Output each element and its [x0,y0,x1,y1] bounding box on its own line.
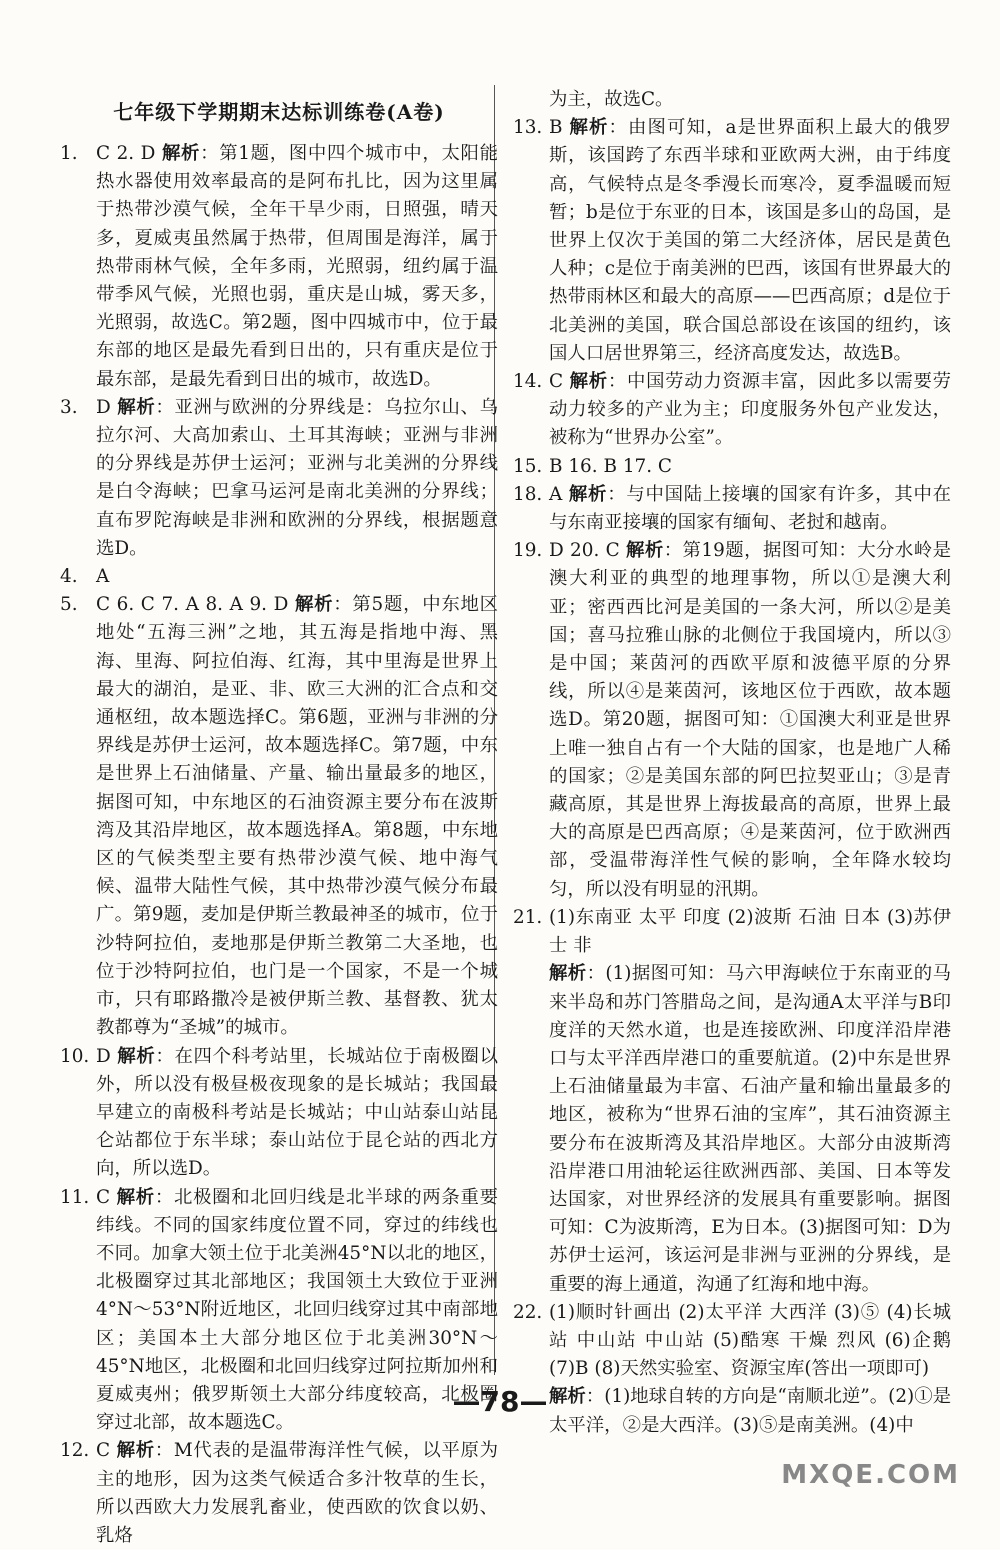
answer-body [96,394,498,563]
answer-entry-22: 22. (1)顺时针画出 (2)太平洋 大西洋 (3)⑤ (4)长城站 中山站 中山站 (5)酷寒 干燥 烈风 (6)企鹅 (7)B (8)天然实验室、资源宝库(答出一项即可) [513,1301,951,1380]
analysis-label: 解析 [294,594,334,616]
watermark: MXQE.COM [781,1460,960,1490]
answer-choice: C 2. D [96,143,162,164]
answer-body [549,481,951,537]
question-number: 13. [513,117,543,139]
analysis-label: 解析 [116,1440,155,1462]
answer-choice: C [549,371,570,393]
analysis-label: 解析 [625,540,664,562]
answer-body [549,537,951,904]
answer-body [96,1437,498,1550]
answer-body [96,1043,498,1184]
answer-choice: C [96,1186,117,1208]
answer-entry [60,1043,498,1184]
analysis-text: ：亚洲与欧洲的分界线是：乌拉尔山、乌拉尔河、大高加索山、土耳其海峡；亚洲与非洲的分界线是苏伊士运河；亚洲与北美洲的分界线是白令海峡；巴拿马运河是南北美洲的分界线；直布罗陀海峡是非洲和欧洲的分界线，根据题意选D。 [96,396,498,559]
answer-entry [513,368,951,453]
analysis-text: ：第19题，据图可知：大分水岭是澳大利亚的典型的地理事物，所以①是澳大利亚；密西西比河是美国的一条大河，所以②是美国；喜马拉雅山脉的北侧位于我国境内，所以③是中国；莱茵河的西欧平原和波德平原的分界线，所以④是莱茵河，该地区位于西欧，故本题选D。第20题，据图可知：①国澳大利亚是世界上唯一独自占有一个大陆的国家，也是地广人稀的国家；②是美国东部的阿巴拉契亚山；③是青藏高原，其是世界上海拔最高的高原，世界上最大的高原是巴西高原；④是莱茵河，位于欧洲西部，受温带海洋性气候的影响，全年降水较均匀，所以没有明显的汛期。 [549,540,951,900]
analysis-text: ：第5题，中东地区地处“五海三洲”之地，其五海是指地中海、黑海、里海、阿拉伯海、红海，其中里海是世界上最大的湖泊，是亚、非、欧三大洲的汇合点和交通枢纽，故本题选择C。第6题，亚洲与非洲的分界线是苏伊士运河，故本题选择C。第7题，中东是世界上石油储量、产量、输出量最多的地区，据图可知，中东地区的石油资源主要分布在波斯湾及其沿岸地区，故本题选择A。第8题，中东地区的气候类型主要有热带沙漠气候、地中海气候、温带大陆性气候，其中热带沙漠气候分布最广。第9题，麦加是伊斯兰教最神圣的城市，位于沙特阿拉伯，麦地那是伊斯兰教第二大圣地，也位于沙特阿拉伯，也门是一个国家，不是一个城市，只有耶路撒冷是被伊斯兰教、基督教、犹太教都尊为“圣城”的城市。 [96,594,499,1039]
analysis-text: ：第1题，图中四个城市中，太阳能热水器使用效率最高的是阿布扎比，因为这里属于热带沙漠气候，全年干旱少雨，日照强，晴天多，夏威夷虽然属于热带，但周围是海洋，属于热带雨林气候，全年多雨，光照弱，纽约属于温带季风气候，光照也弱，重庆是山城，雾天多，光照弱，故选C。第2题，图中四城市中，位于最东部的地区是最先看到日出的，只有重庆是位于最东部，是最先看到日出的城市，故选D。 [96,143,498,390]
answer-choice: C [96,1440,117,1462]
analysis-text: ：由图可知，a是世界面积上最大的俄罗斯，该国跨了东西半球和亚欧两大洲，由于纬度高，气候特点是冬季漫长而寒冷，夏季温暖而短暂；b是位于东亚的日本，该国是多山的岛国，是世界上仅次于美国的第二大经济体，居民是黄色人种；c是位于南美洲的巴西，该国有世界最大的热带雨林区和最大的高原——巴西高原；d是位于北美洲的美国，联合国总部设在该国的纽约，该国人口居世界第三，经济高度发达，故选B。 [549,117,951,364]
question-number: 3. [60,396,78,418]
page-number: —78— [452,1385,548,1418]
question-number: 11. [60,1186,90,1208]
analysis-text: ：北极圈和北回归线是北半球的两条重要纬线。不同的国家纬度位置不同，穿过的纬线也不同。加拿大领土位于北美洲45°N以北的地区，北极圈穿过其北部地区；我国领土大致位于亚洲4°N～53°N附近地区，北回归线穿过其中南部地区；美国本土大部分地区位于北美洲30°N～45°N地区，北极圈和北回归线穿过阿拉斯加州和夏威夷州；俄罗斯领土大部分纬度较高，北极圈穿过北部，故本题选C。 [96,1186,498,1434]
answer-choice: A [549,483,569,505]
answer-body [549,368,951,453]
q22-analysis: 解析：(1)地球自转的方向是“南顺北逆”。(2)①是太平洋，②是大西洋。(3)⑤是南美洲。(4)中 [549,1386,951,1436]
question-number: 18. [513,483,543,505]
analysis-text: ：中国劳动力资源丰富，因此多以需要劳动力较多的产业为主；印度服务外包产业发达，被称为“世界办公室”。 [549,371,951,449]
question-number: 14. [513,371,543,393]
answer-body [549,453,951,481]
page-title: 七年级下学期期末达标训练卷(A卷) [113,100,445,124]
answer-entry [513,114,951,368]
analysis-label: 解析 [116,1186,155,1208]
analysis-text: ：M代表的是温带海洋性气候，以平原为主的地形，因为这类气候适合多汁牧草的生长，所以西欧大力发展乳畜业，使西欧的饮食以奶、乳烙 [96,1440,498,1546]
answer-choice: B [549,117,570,139]
answer-body [549,114,951,368]
question-number: 10. [60,1045,90,1067]
right-intro: 为主，故选C。 [549,89,674,110]
question-number: 12. [60,1440,90,1462]
answer-entry [60,591,498,1042]
answer-choice: C 6. C 7. A 8. A 9. D [96,594,295,616]
question-number: 4. [60,566,78,588]
analysis-label: 解析 [117,396,156,418]
q21-analysis: 解析：(1)据图可知：马六甲海峡位于东南亚的马来半岛和苏门答腊岛之间，是沟通A太平洋与B印度洋的天然水道，也是连接欧洲、印度洋沿岸港口与太平洋西岸港口的重要航道。(2)中东是世界上石油储量最为丰富、石油产量和输出量最多的地区，被称为“世界石油的宝库”，其石油资源主要分布在波斯湾及其沿岸地区。大部分由波斯湾沿岸港口用油轮运往欧洲西部、美国、日本等发达国家，对世界经济的发展具有重要影响。据图可知：C为波斯湾，E为日本。(3)据图可知：D为苏伊士运河，该运河是非洲与亚洲的分界线，是重要的海上通道，沟通了红海和地中海。 [549,963,951,1295]
answer-body [96,563,498,591]
answer-body [96,591,498,1042]
answer-entry [513,904,951,960]
question-number: 15. [513,455,543,477]
question-number: 5. [60,594,78,616]
answer-body [96,140,498,394]
analysis-label: 解析 [569,371,608,393]
answer-entry [60,140,498,394]
question-number: 1. [60,143,78,164]
analysis-text: ：与中国陆上接壤的国家有许多，其中在与东南亚接壤的国家有缅甸、老挝和越南。 [549,483,951,534]
answer-entry [513,453,951,481]
question-number: 21. [513,906,543,928]
left-column [60,140,498,1550]
answer-entry [60,563,498,591]
answer-choice: (1)东南亚 太平 印度 (2)波斯 石油 日本 (3)苏伊士 非 [549,906,951,957]
analysis-label: 解析 [161,143,201,164]
analysis-label: 解析 [117,1045,156,1067]
answer-choice: D [96,396,118,418]
answer-entry [60,394,498,563]
answer-entry [513,537,951,904]
right-column [513,86,951,1440]
answer-choice: D 20. C [549,540,626,562]
answer-choice: B 16. B 17. C [549,455,672,477]
answer-choice: A [96,566,110,588]
analysis-label: 解析 [569,117,609,139]
question-number: 19. [513,540,543,562]
answer-entry [513,481,951,537]
answer-body [549,904,951,960]
answer-choice: D [96,1045,118,1067]
analysis-text: ：在四个科考站里，长城站位于南极圈以外，所以没有极昼极夜现象的是长城站；我国最早建立的南极科考站是长城站；中山站泰山站昆仑站都位于东半球；泰山站位于昆仑站的西北方向，所以选D。 [96,1045,498,1180]
answer-entry [60,1437,498,1550]
analysis-label: 解析 [568,483,608,505]
